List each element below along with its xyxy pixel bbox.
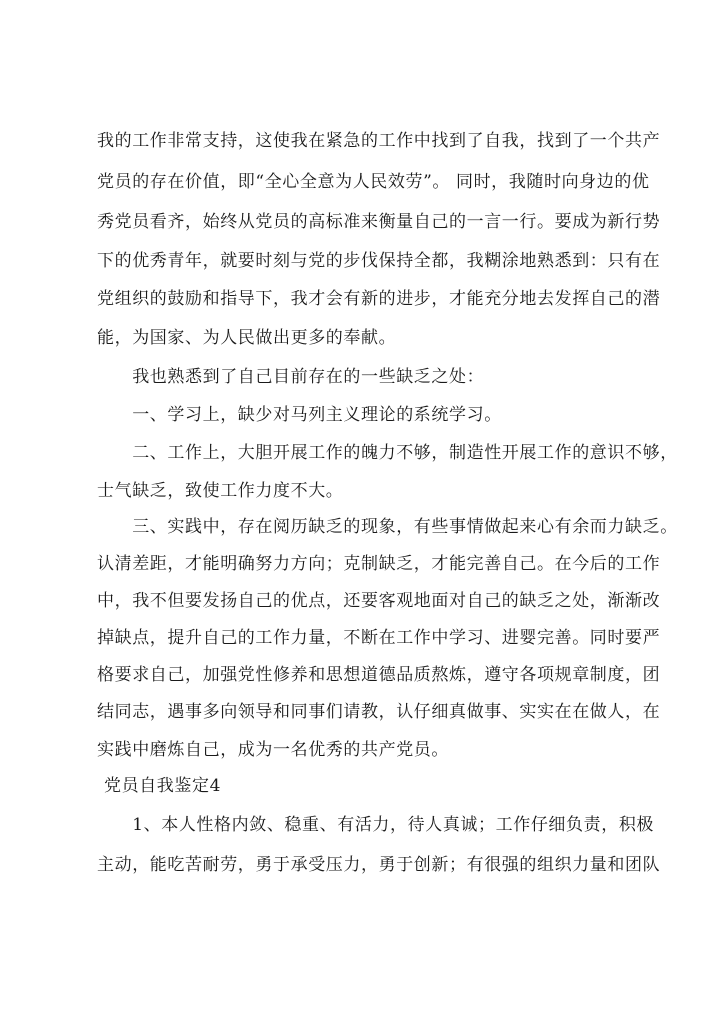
- body-line: 实践中磨炼自己，成为一名优秀的共产党员。: [97, 740, 449, 760]
- section-heading: 党员自我鉴定4: [104, 776, 222, 796]
- body-line: 三、实践中，存在阅历缺乏的现象，有些事情做起来心有余而力缺乏。: [97, 517, 678, 537]
- body-line: 结同志，遇事多向领导和同事们请教，认仔细真做事、实实在在做人，在: [97, 702, 661, 722]
- body-line: 我的工作非常支持，这使我在紧急的工作中找到了自我，找到了一个共产: [97, 131, 661, 151]
- body-line: 士气缺乏，致使工作力度不大。: [97, 481, 344, 501]
- body-line: 能，为国家、为人民做出更多的奉献。: [97, 328, 397, 348]
- body-line: 二、工作上，大胆开展工作的魄力不够，制造性开展工作的意识不够，: [97, 443, 678, 463]
- body-line: 认清差距，才能明确努力方向；克制缺乏，才能完善自己。在今后的工作: [97, 554, 661, 574]
- body-line: 党组织的鼓励和指导下，我才会有新的进步，才能充分地去发挥自己的潜: [97, 289, 661, 309]
- body-line: 掉缺点，提升自己的工作力量，不断在工作中学习、进婴完善。同时要严: [97, 628, 661, 648]
- body-line: 一、学习上，缺少对马列主义理论的系统学习。: [97, 405, 502, 425]
- body-line: 中，我不但要发扬自己的优点，还要客观地面对自己的缺乏之处，渐渐改: [97, 591, 661, 611]
- body-line: 我也熟悉到了自己目前存在的一些缺乏之处：: [97, 367, 485, 387]
- body-line: 秀党员看齐，始终从党员的高标准来衡量自己的一言一行。要成为新行势: [97, 212, 661, 232]
- body-line: 下的优秀青年，就要时刻与党的步伐保持全都，我糊涂地熟悉到：只有在: [97, 251, 661, 271]
- body-line: 党员的存在价值，即“全心全意为人民效劳”。 同时，我随时向身边的优: [97, 172, 650, 192]
- body-line: 格要求自己，加强党性修养和思想道德品质熬炼，遵守各项规章制度，团: [97, 665, 661, 685]
- body-line: 主动，能吃苦耐劳，勇于承受压力，勇于创新；有很强的组织力量和团队: [97, 855, 661, 875]
- body-line: 1、本人性格内敛、稳重、有活力，待人真诚；工作仔细负责，积极: [97, 815, 655, 835]
